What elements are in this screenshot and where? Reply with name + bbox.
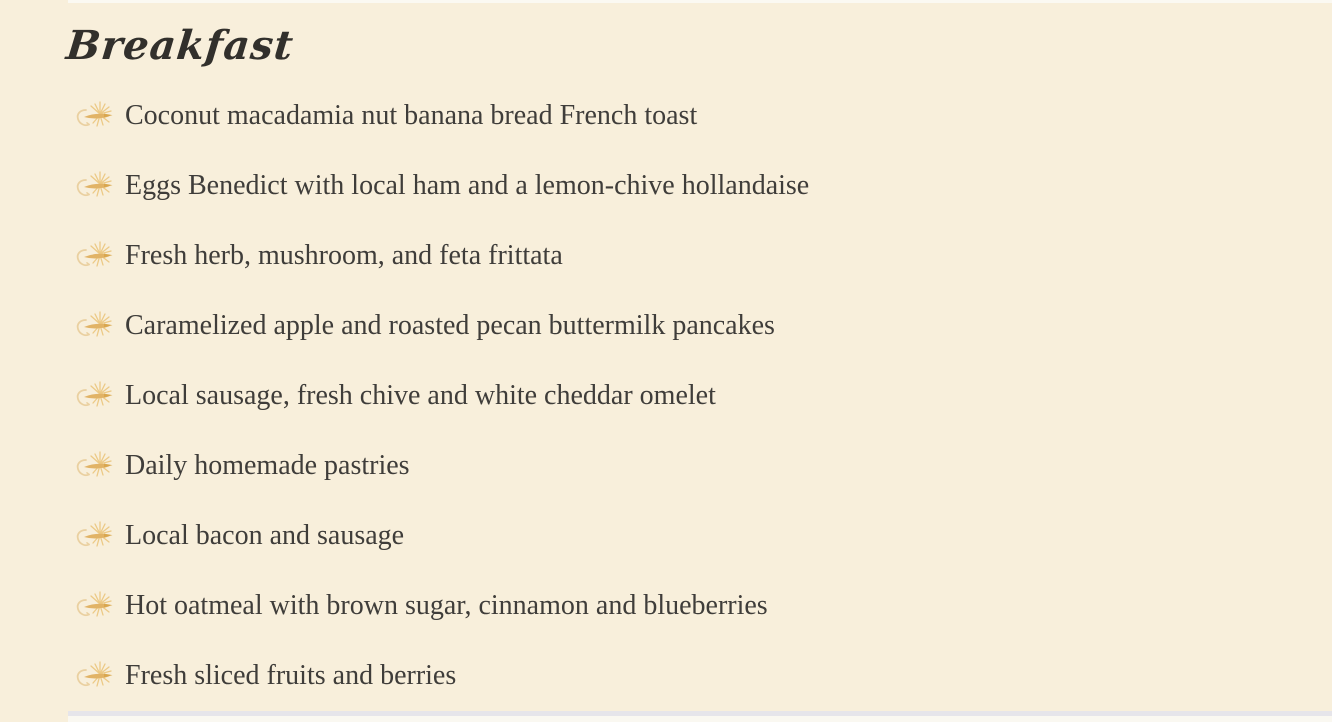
fishing-fly-icon	[74, 240, 114, 272]
list-item	[64, 641, 1332, 711]
menu-item-text: Daily homemade pastries	[125, 449, 410, 481]
list-item	[64, 571, 1332, 641]
page-title: Breakfast	[64, 22, 297, 69]
fishing-fly-icon	[74, 380, 114, 412]
list-item	[64, 81, 1332, 151]
fishing-fly-icon	[74, 450, 114, 482]
menu-item-text: Local bacon and sausage	[125, 519, 405, 551]
list-item	[64, 291, 1332, 361]
section-bottom-strip	[68, 716, 1332, 722]
list-item	[64, 431, 1332, 501]
list-item	[64, 221, 1332, 291]
menu-item-text: Fresh herb, mushroom, and feta frittata	[125, 239, 563, 271]
menu-item-text: Local sausage, fresh chive and white cheddar omelet	[125, 379, 716, 411]
fishing-fly-icon	[74, 590, 114, 622]
breakfast-menu-list	[64, 81, 1332, 711]
menu-item-text: Fresh sliced fruits and berries	[125, 659, 457, 691]
menu-item-text: Caramelized apple and roasted pecan buttermilk pancakes	[125, 309, 775, 341]
list-item	[64, 361, 1332, 431]
fishing-fly-icon	[74, 660, 114, 692]
fishing-fly-icon	[74, 310, 114, 342]
list-item	[64, 501, 1332, 571]
fishing-fly-icon	[74, 170, 114, 202]
menu-item-text: Coconut macadamia nut banana bread French toast	[125, 99, 698, 131]
menu-item-text: Hot oatmeal with brown sugar, cinnamon and blueberries	[125, 589, 768, 621]
list-item	[64, 151, 1332, 221]
fishing-fly-icon	[74, 100, 114, 132]
menu-item-text: Eggs Benedict with local ham and a lemon-chive hollandaise	[125, 169, 810, 201]
fishing-fly-icon	[74, 520, 114, 552]
